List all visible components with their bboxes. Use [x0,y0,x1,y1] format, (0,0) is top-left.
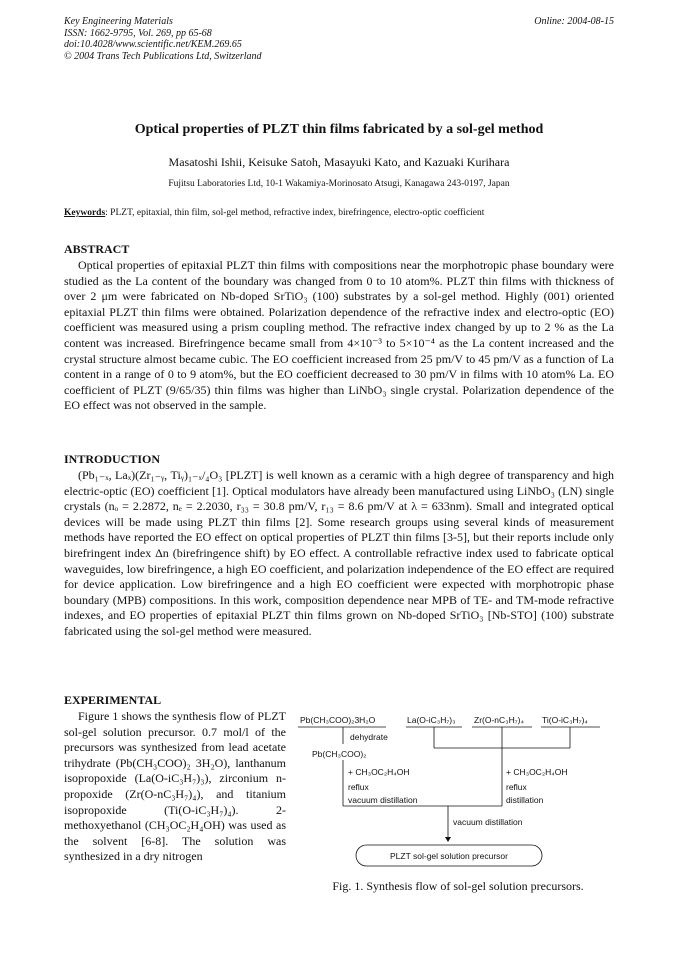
keywords-text: : PLZT, epitaxial, thin film, sol-gel method, refractive index, birefringence, electro-optic coefficient [105,208,485,218]
vacuum-bottom-label: vacuum distillation [453,817,523,827]
product-label: PLZT sol-gel solution precursor [390,851,508,861]
introduction-text: (Pb₁₋ₓ, Laₓ)(Zr₁₋ᵧ, Tiᵧ)₁₋ₓ/₄O₃ [PLZT] is well known as a ceramic with a high degree of transparency and high electric-optic (EO) coefficient [1]. Optical modulators have already been manufactured using LiNbO₃ (LN) single crystals (nₒ = 2.2872, nₑ = 2.2030, r₃₃ = 30.8 pm/V, r₁₃ = 8.6 pm/V at λ = 633nm). Small and integrated optical devices will be made using PLZT thin films [2]. Some research groups using several kinds of measurement methods have reported the EO effect on optical properties of PLZT thin films [3-5], but their reports include only birefringent index Δn (birefringence shift) by EO effect. A controllable refractive index used to fabricate optical waveguides, low birefringence, a high EO coefficient, and polarization independence of the EO effect are required for device application. Low birefringence and a high EO coefficient were expected with morphotropic phase boundary (MPB) compositions. In this work, composition dependence near MPB of TE- and TM-mode refractive indexes, and EO properties of epitaxial PLZT thin films grown on Nb-doped SrTiO₃ [Nb-STO] (100) substrate fabricated using the sol-gel method were measured. [64,468,614,638]
keywords-label: Keywords [64,208,106,218]
pb-anhydrous-label: Pb(CH₃COO)₂ [312,749,367,759]
abstract-text: Optical properties of epitaxial PLZT thin films with compositions near the morphotropic phase boundary were studied as the La content of the boundary was changed from 0 to 10 atom%. PLZT thin films with thickness of over 2 μm were fabricated on Nb-doped SrTiO₃ (100) substrates by a sol-gel method. Highly (001) oriented epitaxial PLZT thin films were obtained. Polarization dependence of the refractive index and electro-optic (EO) coefficient was measured using a prism coupling method. The refractive index changed by up to 2 % as the La content was increased. Birefringence became small from 4×10⁻³ to 5×10⁻⁴ as the La content increased and the crystal structure almost became cubic. The EO coefficient increased from 25 pm/V to 45 pm/V as a function of La content in a range of 0 to 9 atom%, but the EO coefficient decreased to 30 pm/V in films with 10 atom% La. EO coefficient of PLZT (9/65/35) thin films was higher than LiNbO₃ single crystal. Polarization dependence of the EO effect was not observed in the sample. [64,258,614,413]
synthesis-flow-figure [296,708,616,908]
abstract-heading: ABSTRACT [64,242,130,256]
authors: Masatoshi Ishii, Keisuke Satoh, Masayuki Kato, and Kazuaki Kurihara [168,155,510,169]
issn: ISSN: 1662-9795, Vol. 269, pp 65-68 [64,27,212,39]
flow-arrowhead [445,837,451,842]
introduction-heading: INTRODUCTION [64,452,161,466]
experimental-heading: EXPERIMENTAL [64,693,162,707]
doi: doi:10.4028/www.scientific.net/KEM.269.65 [64,39,242,50]
experimental-text: Figure 1 shows the synthesis flow of PLZT sol-gel solution precursor. 0.7 mol/l of the precursors was synthesized from lead acetate trihydrate (Pb(CH₃COO)₂ 3H₂O), lanthanum isopropoxide (La(O-iC₃H₇)₃), zirconium n-propoxide (Zr(O-nC₃H₇)₄), and titanium isopropoxide (Ti(O-iC₃H₇)₄). 2-methoxyethanol (CH₃OC₂H₄OH) was used as the solvent [6-8]. The solution was synthesized in a dry nitrogen [64,709,286,864]
figure-caption: Fig. 1. Synthesis flow of sol-gel solution precursors. [332,879,584,893]
la-precursor-label: La(O-iC₃H₇)₃ [407,715,456,725]
reflux-left-label: reflux [348,782,369,792]
journal-header [64,16,262,62]
keywords [64,208,616,218]
pb-acetate-label: Pb(CH₃COO)₂3H₂O [300,715,376,725]
reflux-right-label: reflux [506,782,527,792]
synthesis-flow-diagram [296,708,616,878]
ti-precursor-label: Ti(O-iC₃H₇)₄ [542,715,588,725]
paper-title: Optical properties of PLZT thin films fabricated by a sol-gel method [134,122,544,137]
distillation-right-label: distillation [506,795,544,805]
vacuum-left-label: vacuum distillation [348,795,418,805]
solvent-left-label: + CH₃OC₂H₄OH [348,767,410,777]
solvent-right-label: + CH₃OC₂H₄OH [506,767,568,777]
copyright: © 2004 Trans Tech Publications Ltd, Switzerland [64,50,262,62]
journal-name: Key Engineering Materials [64,16,173,27]
online-date: Online: 2004-08-15 [534,16,614,27]
zr-precursor-label: Zr(O-nC₃H₇)₄ [474,715,524,725]
affiliation: Fujitsu Laboratories Ltd, 10-1 Wakamiya-Morinosato Atsugi, Kanagawa 243-0197, Japan [168,179,510,189]
dehydrate-label: dehydrate [350,732,388,742]
